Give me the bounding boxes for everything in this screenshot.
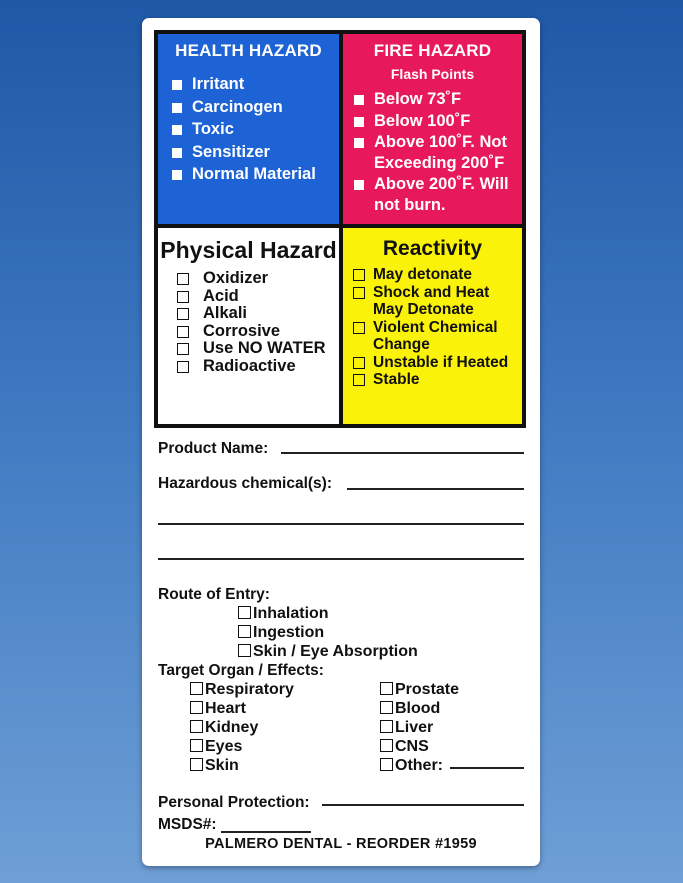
organ-option[interactable]: Respiratory — [190, 681, 294, 699]
physical-item[interactable]: Use NO WATER — [158, 340, 339, 358]
physical-hazard-panel — [158, 228, 339, 424]
msds-field[interactable] — [221, 831, 311, 833]
health-item[interactable]: Normal Material — [158, 163, 339, 186]
physical-item[interactable]: Corrosive — [158, 323, 339, 341]
organ-option[interactable]: CNS — [380, 738, 429, 756]
checkbox-icon[interactable] — [190, 758, 203, 771]
physical-hazard-title: Physical Hazard — [160, 237, 337, 263]
organ-option[interactable]: Heart — [190, 700, 246, 718]
hazardous-chemicals-field[interactable] — [347, 488, 524, 490]
reactivity-item[interactable]: Shock and Heat May Detonate — [343, 284, 522, 319]
checkbox-icon[interactable] — [172, 80, 182, 90]
checkbox-icon[interactable] — [354, 95, 364, 105]
health-item[interactable]: Toxic — [158, 118, 339, 141]
checkbox-icon[interactable] — [380, 682, 393, 695]
fire-item[interactable]: Below 100˚F — [343, 111, 522, 132]
checkbox-icon[interactable] — [353, 287, 365, 299]
hazardous-chemicals-label: Hazardous chemical(s): — [158, 475, 332, 492]
checkbox-icon[interactable] — [380, 720, 393, 733]
product-name-label: Product Name: — [158, 440, 269, 457]
checkbox-icon[interactable] — [238, 606, 251, 619]
checkbox-icon[interactable] — [190, 701, 203, 714]
checkbox-icon[interactable] — [172, 103, 182, 113]
health-item[interactable]: Carcinogen — [158, 96, 339, 119]
checkbox-icon[interactable] — [380, 758, 393, 771]
organ-option[interactable]: Blood — [380, 700, 440, 718]
reactivity-item[interactable]: Unstable if Heated — [343, 354, 522, 372]
organ-option-other[interactable]: Other: — [380, 757, 443, 775]
fire-item[interactable]: Above 100˚F. Not Exceeding 200˚F — [343, 132, 522, 173]
hazard-label-card — [142, 18, 540, 866]
fire-item[interactable]: Above 200˚F. Will not burn. — [343, 174, 522, 215]
checkbox-icon[interactable] — [380, 701, 393, 714]
health-hazard-list — [158, 73, 339, 186]
checkbox-icon[interactable] — [353, 374, 365, 386]
other-organ-field[interactable] — [450, 767, 524, 769]
reactivity-panel — [343, 228, 522, 424]
organ-option[interactable]: Kidney — [190, 719, 258, 737]
checkbox-icon[interactable] — [353, 269, 365, 281]
checkbox-icon[interactable] — [177, 326, 189, 338]
target-organ-label: Target Organ / Effects: — [158, 662, 324, 679]
organ-option[interactable]: Skin — [190, 757, 239, 775]
fire-item[interactable]: Below 73˚F — [343, 89, 522, 110]
personal-protection-field[interactable] — [322, 804, 524, 806]
checkbox-icon[interactable] — [177, 273, 189, 285]
checkbox-icon[interactable] — [177, 308, 189, 320]
route-option[interactable]: Inhalation — [238, 605, 329, 623]
health-item[interactable]: Sensitizer — [158, 141, 339, 164]
reorder-footer: PALMERO DENTAL - REORDER #1959 — [205, 836, 477, 852]
checkbox-icon[interactable] — [238, 644, 251, 657]
product-name-field[interactable] — [281, 452, 524, 454]
physical-item[interactable]: Alkali — [158, 305, 339, 323]
hazard-grid — [154, 30, 526, 428]
personal-protection-label: Personal Protection: — [158, 794, 310, 811]
msds-label: MSDS#: — [158, 816, 217, 833]
checkbox-icon[interactable] — [190, 739, 203, 752]
route-option[interactable]: Skin / Eye Absorption — [238, 643, 418, 661]
organ-option[interactable]: Eyes — [190, 738, 242, 756]
reactivity-list — [343, 266, 522, 389]
checkbox-icon[interactable] — [353, 357, 365, 369]
checkbox-icon[interactable] — [177, 361, 189, 373]
reactivity-item[interactable]: Stable — [343, 371, 522, 389]
physical-item[interactable]: Oxidizer — [158, 270, 339, 288]
fire-hazard-panel — [343, 34, 522, 224]
reactivity-item[interactable]: Violent Chemical Change — [343, 319, 522, 354]
route-option[interactable]: Ingestion — [238, 624, 324, 642]
health-item[interactable]: Irritant — [158, 73, 339, 96]
checkbox-icon[interactable] — [190, 682, 203, 695]
checkbox-icon[interactable] — [354, 138, 364, 148]
checkbox-icon[interactable] — [172, 125, 182, 135]
checkbox-icon[interactable] — [380, 739, 393, 752]
checkbox-icon[interactable] — [172, 170, 182, 180]
checkbox-icon[interactable] — [190, 720, 203, 733]
organ-option[interactable]: Prostate — [380, 681, 459, 699]
reactivity-item[interactable]: May detonate — [343, 266, 522, 284]
checkbox-icon[interactable] — [177, 291, 189, 303]
physical-item[interactable]: Acid — [158, 288, 339, 306]
route-of-entry-label: Route of Entry: — [158, 586, 270, 603]
hazardous-chemicals-line-2[interactable] — [158, 523, 524, 525]
physical-hazard-list — [158, 270, 339, 375]
checkbox-icon[interactable] — [172, 148, 182, 158]
fire-hazard-list — [343, 89, 522, 215]
fire-hazard-subtitle: Flash Points — [390, 66, 475, 82]
checkbox-icon[interactable] — [177, 343, 189, 355]
hazardous-chemicals-line-3[interactable] — [158, 558, 524, 560]
checkbox-icon[interactable] — [354, 180, 364, 190]
reactivity-title: Reactivity — [382, 237, 483, 260]
checkbox-icon[interactable] — [354, 117, 364, 127]
organ-option[interactable]: Liver — [380, 719, 433, 737]
checkbox-icon[interactable] — [238, 625, 251, 638]
physical-item[interactable]: Radioactive — [158, 358, 339, 376]
health-hazard-panel — [158, 34, 339, 224]
fire-hazard-title: FIRE HAZARD — [373, 41, 492, 60]
health-hazard-title: HEALTH HAZARD — [175, 41, 322, 60]
checkbox-icon[interactable] — [353, 322, 365, 334]
